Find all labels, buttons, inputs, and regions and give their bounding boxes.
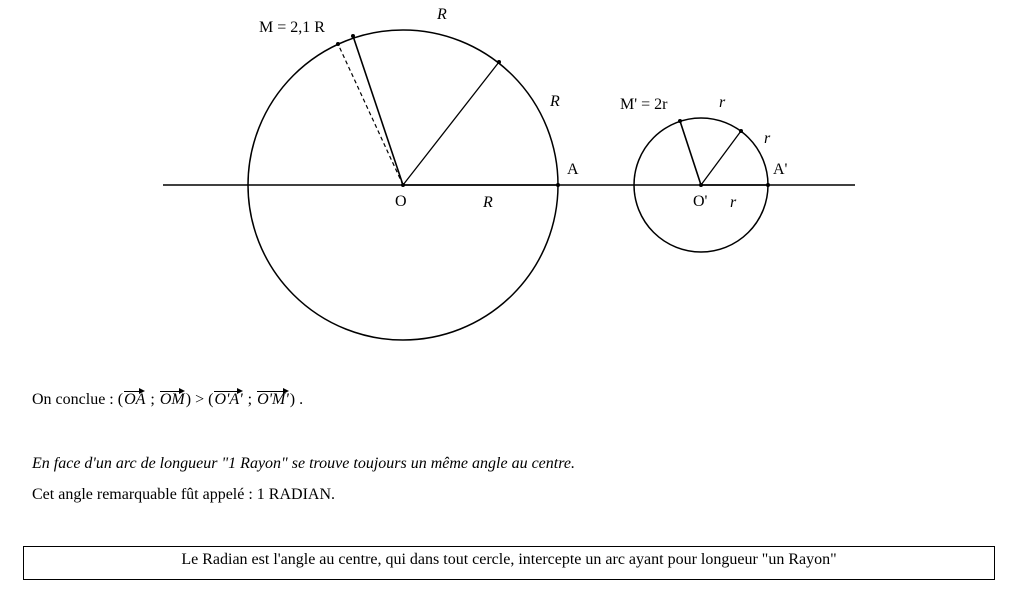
vector-OA: OA — [124, 391, 146, 408]
point-O-prime — [699, 183, 703, 187]
point-O — [401, 183, 405, 187]
label-O: O — [395, 193, 407, 210]
label-r-right: r — [764, 130, 771, 147]
comparison: ) > ( — [185, 391, 214, 408]
arc-statement: En face d'un arc de longueur "1 Rayon" se trouve toujours un même angle au centre. — [32, 455, 575, 472]
radius-OpMp — [680, 121, 701, 185]
label-A-prime: A' — [773, 161, 788, 178]
label-R-right: R — [550, 93, 560, 110]
label-A: A — [567, 161, 579, 178]
vector-OpMp: O'M' — [257, 391, 289, 408]
radius-small-1-rad — [701, 131, 741, 185]
conclusion-prefix: On conclue : ( — [32, 391, 124, 408]
label-O-prime: O' — [693, 193, 708, 210]
point-M — [351, 34, 355, 38]
definition-text: Le Radian est l'angle au centre, qui dans tout cercle, intercepte un arc ayant pour longueur "un Rayon" — [181, 551, 837, 568]
conclusion-suffix: ) . — [289, 391, 304, 408]
point-A-prime — [766, 183, 770, 187]
label-r-top: r — [719, 94, 726, 111]
point-M-prime — [678, 119, 682, 123]
radian-statement: Cet angle remarquable fût appelé : 1 RADIAN. — [32, 486, 336, 503]
vector-OM: OM — [159, 391, 185, 408]
label-M: M = 2,1 R — [259, 19, 325, 36]
label-R-axis: R — [483, 194, 493, 211]
conclusion-line — [32, 390, 303, 410]
label-r-axis: r — [730, 194, 737, 211]
point-2-rad — [336, 42, 340, 46]
radius-2rad-dashed — [338, 44, 403, 185]
vector-OpAp: O'A' — [214, 391, 243, 408]
definition-box — [23, 546, 995, 580]
point-1-rad — [497, 60, 501, 64]
radius-OM — [353, 36, 403, 185]
point-small-1-rad — [739, 129, 743, 133]
label-M-prime: M' = 2r — [620, 96, 668, 113]
label-R-top: R — [437, 6, 447, 23]
point-A — [556, 183, 560, 187]
separator-1: ; — [146, 391, 159, 408]
radius-1-rad — [403, 62, 499, 185]
separator-2: ; — [243, 391, 257, 408]
